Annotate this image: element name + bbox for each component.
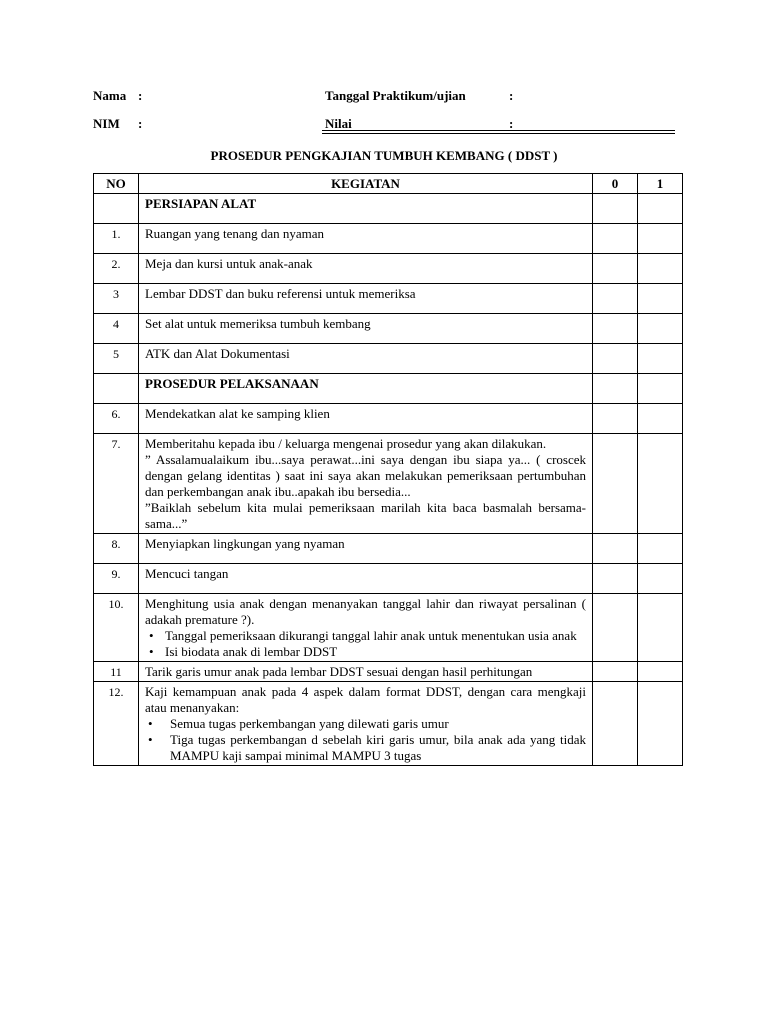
score-0-cell[interactable] (593, 224, 638, 254)
row-number: 11 (94, 662, 139, 682)
row-number: 6. (94, 404, 139, 434)
row-number: 1. (94, 224, 139, 254)
activity-text: Kaji kemampuan anak pada 4 aspek dalam format DDST, dengan cara mengkaji atau menanyakan: (145, 684, 586, 715)
score-0-cell[interactable] (593, 534, 638, 564)
col-header-0: 0 (593, 174, 638, 194)
row-activity: Mencuci tangan (139, 564, 593, 594)
table-row (94, 434, 683, 534)
section-title-pelaksanaan: PROSEDUR PELAKSANAAN (139, 374, 593, 404)
activity-line: ”Baiklah sebelum kita mulai pemeriksaan marilah kita baca basmalah bersama- sama...” (145, 500, 586, 531)
table-row (94, 662, 683, 682)
score-1-cell[interactable] (638, 224, 683, 254)
section-row-persiapan (94, 194, 683, 224)
score-1-cell[interactable] (638, 194, 683, 224)
row-activity (139, 594, 593, 662)
document-title: PROSEDUR PENGKAJIAN TUMBUH KEMBANG ( DDST ) (210, 148, 558, 163)
row-activity: ATK dan Alat Dokumentasi (139, 344, 593, 374)
table-row (94, 534, 683, 564)
row-number: 9. (94, 564, 139, 594)
score-1-cell[interactable] (638, 404, 683, 434)
score-1-cell[interactable] (638, 594, 683, 662)
table-row (94, 404, 683, 434)
col-header-1: 1 (638, 174, 683, 194)
row-activity: Ruangan yang tenang dan nyaman (139, 224, 593, 254)
section-title-persiapan: PERSIAPAN ALAT (139, 194, 593, 224)
score-1-cell[interactable] (638, 534, 683, 564)
table-row (94, 344, 683, 374)
activity-text: Menghitung usia anak dengan menanyakan tanggal lahir dan riwayat persalinan ( adakah premature ?). (145, 596, 586, 627)
score-1-cell[interactable] (638, 374, 683, 404)
row-activity: Meja dan kursi untuk anak-anak (139, 254, 593, 284)
score-0-cell[interactable] (593, 254, 638, 284)
table-row (94, 284, 683, 314)
nim-label: NIM (93, 116, 120, 131)
score-0-cell[interactable] (593, 404, 638, 434)
score-0-cell[interactable] (593, 314, 638, 344)
row-activity (139, 434, 593, 534)
score-1-cell[interactable] (638, 564, 683, 594)
row-number: 8. (94, 534, 139, 564)
table-row (94, 254, 683, 284)
row-activity: Lembar DDST dan buku referensi untuk memeriksa (139, 284, 593, 314)
score-1-cell[interactable] (638, 314, 683, 344)
table-row (94, 594, 683, 662)
bullet-item: • Isi biodata anak di lembar DDST (145, 644, 586, 660)
score-0-cell[interactable] (593, 374, 638, 404)
score-1-cell[interactable] (638, 682, 683, 766)
bullet-item: • Tiga tugas perkembangan d sebelah kiri garis umur, bila anak ada yang tidak MAMPU kaji sampai minimal MAMPU 3 tugas (145, 732, 586, 764)
nama-colon: : (138, 88, 143, 103)
table-row (94, 564, 683, 594)
score-1-cell[interactable] (638, 662, 683, 682)
score-1-cell[interactable] (638, 284, 683, 314)
row-number: 10. (94, 594, 139, 662)
row-activity (139, 682, 593, 766)
row-number: 4 (94, 314, 139, 344)
nilai-label: Nilai (325, 116, 352, 131)
activity-line: Memberitahu kepada ibu / keluarga mengenai prosedur yang akan dilakukan. (145, 436, 547, 451)
table-row (94, 224, 683, 254)
score-1-cell[interactable] (638, 254, 683, 284)
score-0-cell[interactable] (593, 194, 638, 224)
row-number: 5 (94, 344, 139, 374)
score-0-cell[interactable] (593, 682, 638, 766)
bullet-item: • Tanggal pemeriksaan dikurangi tanggal lahir anak untuk menentukan usia anak (145, 628, 586, 644)
score-0-cell[interactable] (593, 662, 638, 682)
tanggal-colon: : (509, 88, 514, 103)
bullet-item: • Semua tugas perkembangan yang dilewati garis umur (145, 716, 586, 732)
tanggal-label: Tanggal Praktikum/ujian (325, 88, 466, 103)
row-activity: Set alat untuk memeriksa tumbuh kembang (139, 314, 593, 344)
header-double-rule (322, 130, 675, 134)
col-header-kegiatan: KEGIATAN (139, 174, 593, 194)
row-number: 2. (94, 254, 139, 284)
nim-colon: : (138, 116, 143, 131)
col-header-no: NO (94, 174, 139, 194)
nama-label: Nama (93, 88, 127, 103)
table-row (94, 682, 683, 766)
table-row (94, 314, 683, 344)
row-number: 7. (94, 434, 139, 534)
row-activity: Tarik garis umur anak pada lembar DDST sesuai dengan hasil perhitungan (139, 662, 593, 682)
score-0-cell[interactable] (593, 434, 638, 534)
row-activity: Mendekatkan alat ke samping klien (139, 404, 593, 434)
score-0-cell[interactable] (593, 564, 638, 594)
table-header-row (94, 174, 683, 194)
nilai-colon: : (509, 116, 514, 131)
row-number: 3 (94, 284, 139, 314)
procedure-table (93, 173, 683, 766)
row-number: 12. (94, 682, 139, 766)
section-row-pelaksanaan (94, 374, 683, 404)
score-1-cell[interactable] (638, 434, 683, 534)
score-0-cell[interactable] (593, 344, 638, 374)
row-activity: Menyiapkan lingkungan yang nyaman (139, 534, 593, 564)
score-0-cell[interactable] (593, 284, 638, 314)
score-0-cell[interactable] (593, 594, 638, 662)
score-1-cell[interactable] (638, 344, 683, 374)
activity-line: ” Assalamualaikum ibu...saya perawat...ini saya dengan ibu siapa ya... ( croscek dengan gelang identitas ) saat ini saya akan melakukan pemeriksaan pertumbuhan dan perkembangan anak ibu..apakah ibu bersedia... (145, 452, 586, 499)
